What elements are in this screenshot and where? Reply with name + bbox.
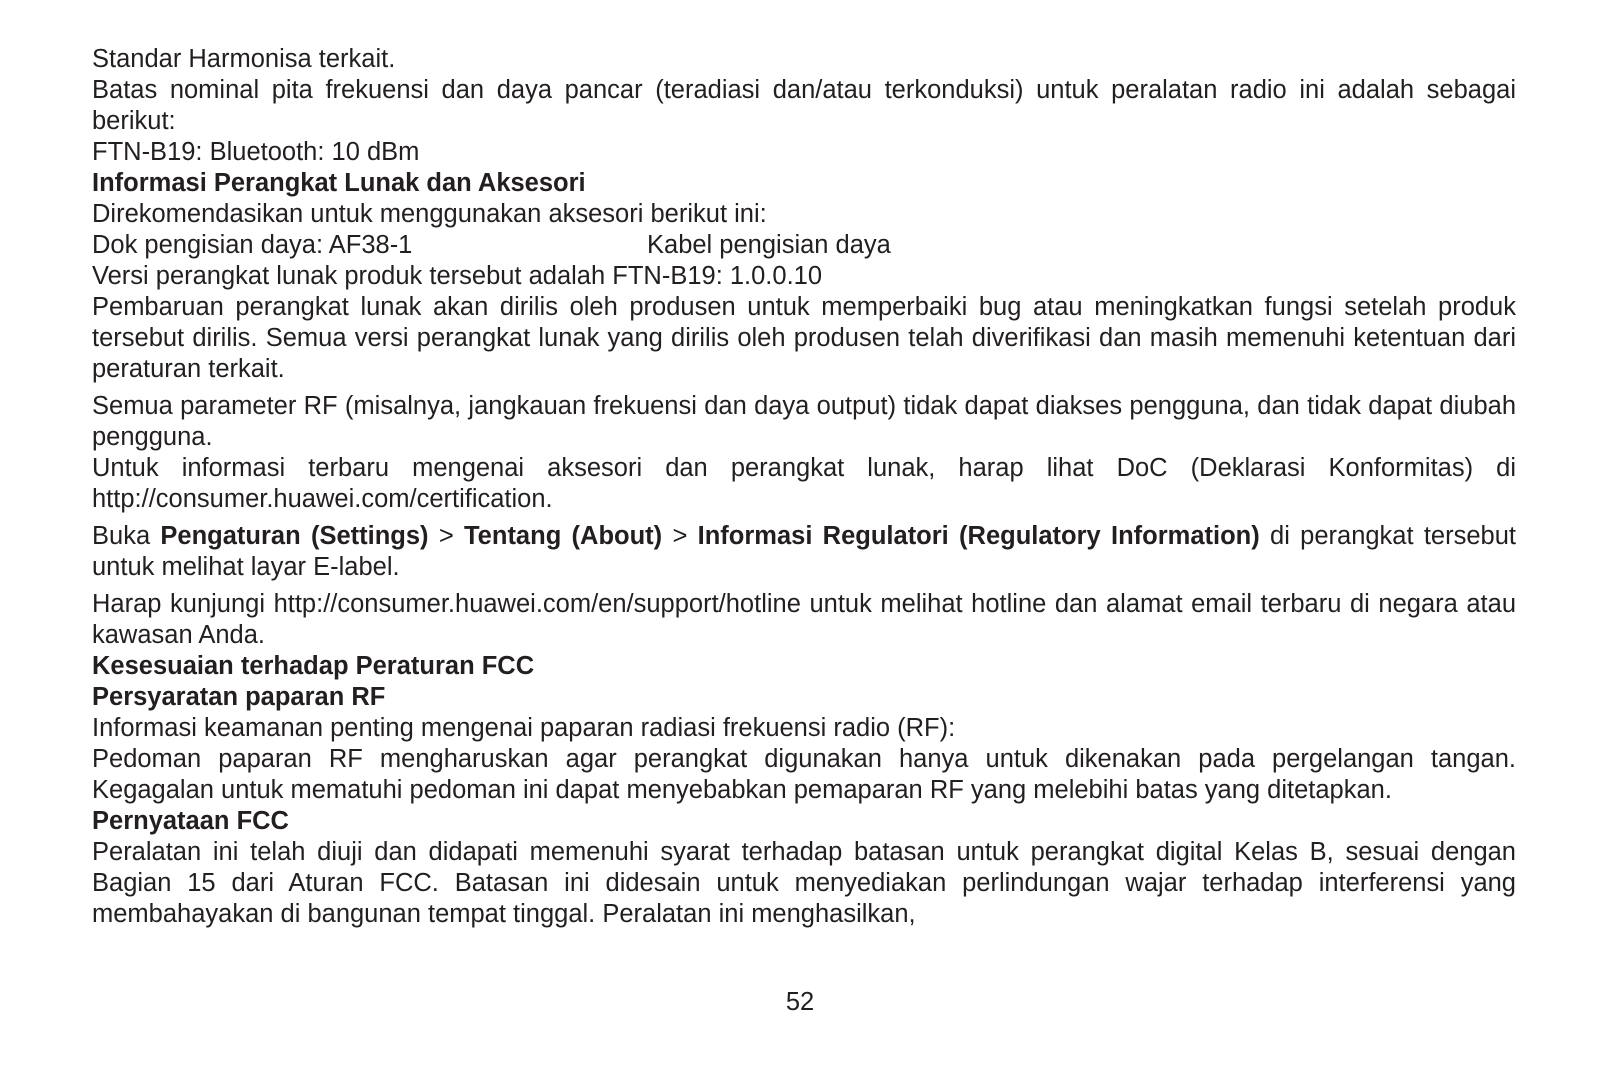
paragraph-rf-parameters: Semua parameter RF (misalnya, jangkauan frekuensi dan daya output) tidak dapat diakses pengguna, dan tidak dapat diubah pengguna. bbox=[92, 392, 1516, 451]
elabel-prefix: Buka bbox=[92, 522, 161, 550]
path-separator: > bbox=[428, 522, 464, 550]
about-menu-path: Tentang (About) bbox=[464, 522, 663, 550]
paragraph-rf-safety-info: Informasi keamanan penting mengenai paparan radiasi frekuensi radio (RF): bbox=[92, 714, 956, 742]
paragraph-software-updates: Pembaruan perangkat lunak akan dirilis oleh produsen untuk memperbaiki bug atau meningkatkan fungsi setelah produk tersebut dirilis. Semua versi perangkat lunak yang dirilis oleh produsen telah diverifikasi dan masih memenuhi ketentuan dari peraturan terkait. bbox=[92, 293, 1516, 383]
paragraph-latest-info: Untuk informasi terbaru mengenai aksesori dan perangkat lunak, harap lihat DoC (Deklarasi Konformitas) di http://consumer.huawei.com/certification. bbox=[92, 454, 1516, 513]
paragraph-elabel-instructions bbox=[92, 521, 1516, 583]
paragraph-bluetooth-power: FTN-B19: Bluetooth: 10 dBm bbox=[92, 138, 420, 166]
paragraph-hotline: Harap kunjungi http://consumer.huawei.com/en/support/hotline untuk melihat hotline dan alamat email terbaru di negara atau kawasan Anda. bbox=[92, 590, 1516, 649]
accessory-charging-dock: Dok pengisian daya: AF38-1 bbox=[92, 231, 413, 259]
page-number: 52 bbox=[785, 988, 815, 1016]
paragraph-frequency-limits: Batas nominal pita frekuensi dan daya pancar (teradiasi dan/atau terkonduksi) untuk peralatan radio ini adalah sebagai berikut: bbox=[92, 76, 1516, 135]
paragraph-harmonics: Standar Harmonisa terkait. bbox=[92, 45, 396, 73]
paragraph-rf-guidelines: Pedoman paparan RF mengharuskan agar perangkat digunakan hanya untuk dikenakan pada pergelangan tangan. Kegagalan untuk mematuhi pedoman ini dapat menyebabkan pemaparan RF yang melebihi batas yang ditetapkan. bbox=[92, 745, 1516, 804]
paragraph-recommended-accessories: Direkomendasikan untuk menggunakan aksesori berikut ini: bbox=[92, 200, 767, 228]
accessory-charging-cable: Kabel pengisian daya bbox=[647, 231, 891, 259]
heading-fcc-compliance: Kesesuaian terhadap Peraturan FCC bbox=[92, 652, 535, 680]
document-body bbox=[92, 44, 1516, 930]
path-separator: > bbox=[662, 522, 698, 550]
heading-fcc-statement: Pernyataan FCC bbox=[92, 807, 289, 835]
heading-software-accessories: Informasi Perangkat Lunak dan Aksesori bbox=[92, 169, 586, 197]
settings-menu-path: Pengaturan (Settings) bbox=[160, 522, 429, 550]
elabel-suffix: di perangkat tersebut untuk melihat layar E-label. bbox=[92, 522, 1516, 581]
accessory-list bbox=[92, 230, 1516, 261]
heading-rf-exposure: Persyaratan paparan RF bbox=[92, 683, 386, 711]
regulatory-menu-path: Informasi Regulatori (Regulatory Information) bbox=[697, 522, 1260, 550]
paragraph-software-version: Versi perangkat lunak produk tersebut adalah FTN-B19: 1.0.0.10 bbox=[92, 262, 823, 290]
paragraph-fcc-statement: Peralatan ini telah diuji dan didapati memenuhi syarat terhadap batasan untuk perangkat digital Kelas B, sesuai dengan Bagian 15 dari Aturan FCC. Batasan ini didesain untuk menyediakan perlindungan wajar terhadap interferensi yang membahayakan di bangunan tempat tinggal. Peralatan ini menghasilkan, bbox=[92, 838, 1516, 928]
